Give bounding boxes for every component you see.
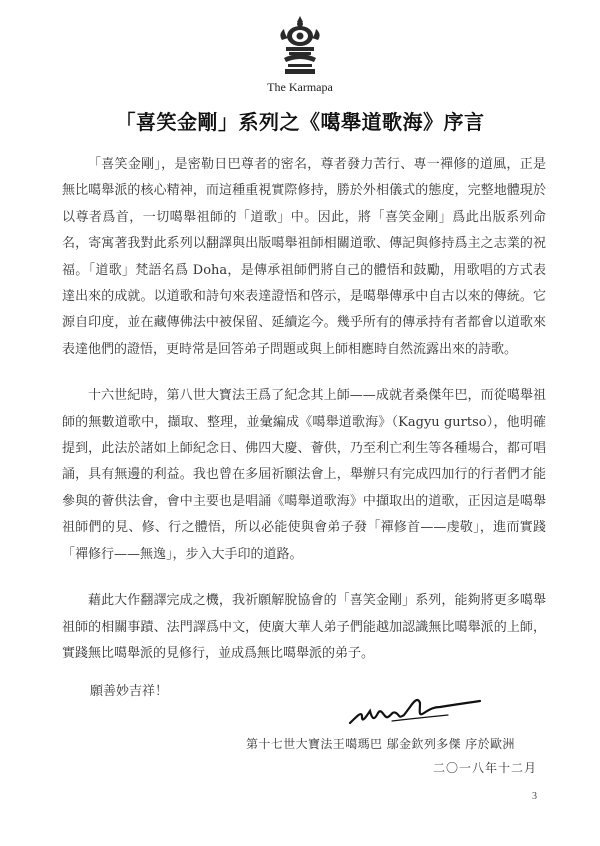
author-signature-line: 第十七世大寶法王噶瑪巴 鄔金欽列多傑 序於歐洲 [246, 737, 515, 751]
document-date: 二〇一八年十二月 [433, 761, 538, 775]
karmapa-emblem-icon [276, 14, 324, 76]
document-body [62, 152, 546, 687]
organization-name: The Karmapa [267, 80, 333, 94]
page-number: 3 [532, 791, 537, 802]
closing-blessing: 願善妙吉祥！ [90, 684, 169, 699]
document-title: 「喜笑金剛」系列之《噶舉道歌海》序言 [115, 110, 485, 134]
paragraph-1: 「喜笑金剛」，是密勒日巴尊者的密名，尊者發力苦行、專一禪修的道風，正是無比噶舉派的核心精神，而這種重視實際修持，勝於外相儀式的態度，完整地體現於以尊者爲首，一切噶舉祖師的「道歌」中。因此，將「喜笑金剛」爲此出版系列命名，寄寓著我對此系列以翻譯與出版噶舉祖師相關道歌、傳記與修持爲主之志業的祝福。「道歌」梵語名爲 Doha，是傳承祖師們將自己的體悟和鼓勵，用歌唱的方式表達出來的成就。以道歌和詩句來表達證悟和啓示，是噶舉傳承中自古以來的傳統。它源自印度，並在藏傳佛法中被保留、延續迄今。幾乎所有的傳承持有者都會以道歌來表達他們的證悟，更時常是回答弟子問題或與上師相應時自然流露出來的詩歌。 [62, 157, 546, 357]
handwritten-signature [348, 693, 482, 735]
paragraph-2: 十六世紀時，第八世大寶法王爲了紀念其上師——成就者桑傑年巴，而從噶舉祖師的無數道歌中，擷取、整理，並彙編成《噶舉道歌海》（Kagyu gurtso），他明確提到，此法於諸如上師紀念日、佛四大慶、薈供，乃至利亡利生等各種場合，都可唱誦，具有無邊的利益。我也曾在多屆祈願法會上，舉辦只有完成四加行的行者們才能參與的薈供法會，會中主要也是唱誦《噶舉道歌海》中擷取出的道歌，正因這是噶舉祖師們的見、修、行之體悟，所以必能使與會弟子發「禪修首——虔敬」，進而實踐「禪修行——無逸」，步入大手印的道路。 [62, 388, 546, 562]
paragraph-3: 藉此大作翻譯完成之機，我祈願解脫協會的「喜笑金剛」系列，能夠將更多噶舉祖師的相關事蹟、法門譯爲中文，使廣大華人弟子們能越加認識無比噶舉派的上師，實踐無比噶舉派的見修行，並成爲無比噶舉派的弟子。 [62, 593, 546, 661]
